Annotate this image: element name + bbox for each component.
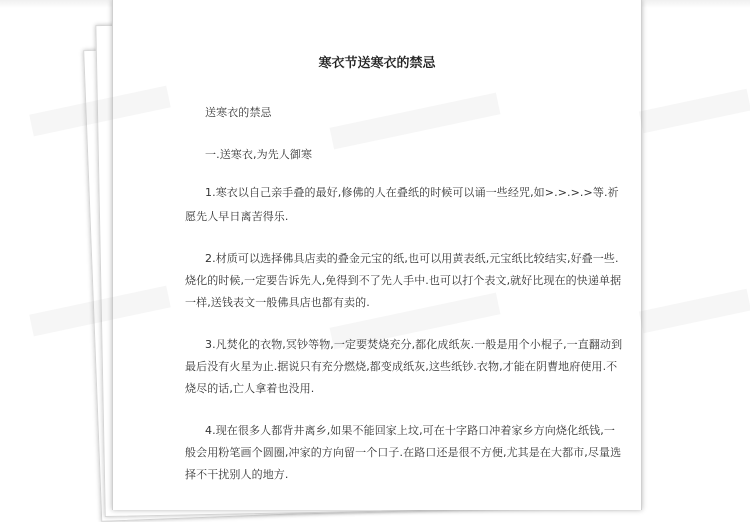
paragraph-2-line-3: 一样,送钱表文一般佛具店也都有卖的. — [185, 296, 370, 309]
paragraph-4-line-1: 4.现在很多人都背井离乡,如果不能回家上坟,可在十字路口冲着家乡方向烧化纸钱,一 — [205, 424, 615, 437]
paragraph-3-line-1: 3.凡焚化的衣物,冥钞等物,一定要焚烧充分,都化成纸灰.一般是用个小棍子,一直翻动到 — [205, 338, 623, 351]
watermark-overlay — [639, 89, 750, 133]
watermark-overlay — [639, 289, 750, 333]
paragraph-2-line-2: 烧化的时候,一定要告诉先人,免得到不了先人手中.也可以打个表文,就好比现在的快递单据 — [185, 274, 622, 287]
subsection-heading: 一.送寒衣,为先人御寒 — [205, 148, 313, 161]
paragraph-3-line-3: 烧尽的话,亡人拿着也没用. — [185, 382, 315, 395]
paragraph-1-line-1: 1.寒衣以自己亲手叠的最好,修佛的人在叠纸的时候可以诵一些经咒,如>.>.>.>等.祈 — [205, 186, 619, 199]
paragraph-3-line-2: 最后没有火星为止.据说只有充分燃烧,都变成纸灰,这些纸钞.衣物,才能在阴曹地府使用.不 — [185, 360, 618, 373]
paragraph-2-line-1: 2.材质可以选择佛具店卖的叠金元宝的纸,也可以用黄表纸,元宝纸比较结实,好叠一些. — [205, 252, 619, 265]
document-title: 寒衣节送寒衣的禁忌 — [318, 56, 436, 71]
section-heading: 送寒衣的禁忌 — [205, 106, 272, 119]
document-page — [112, 0, 642, 510]
paragraph-4-line-3: 择不干扰别人的地方. — [185, 468, 289, 481]
paragraph-1-line-2: 愿先人早日离苦得乐. — [185, 210, 289, 223]
paragraph-4-line-2: 般会用粉笔画个圆圈,冲家的方向留一个口子.在路口还是很不方便,尤其是在大都市,尽量选 — [185, 446, 622, 459]
